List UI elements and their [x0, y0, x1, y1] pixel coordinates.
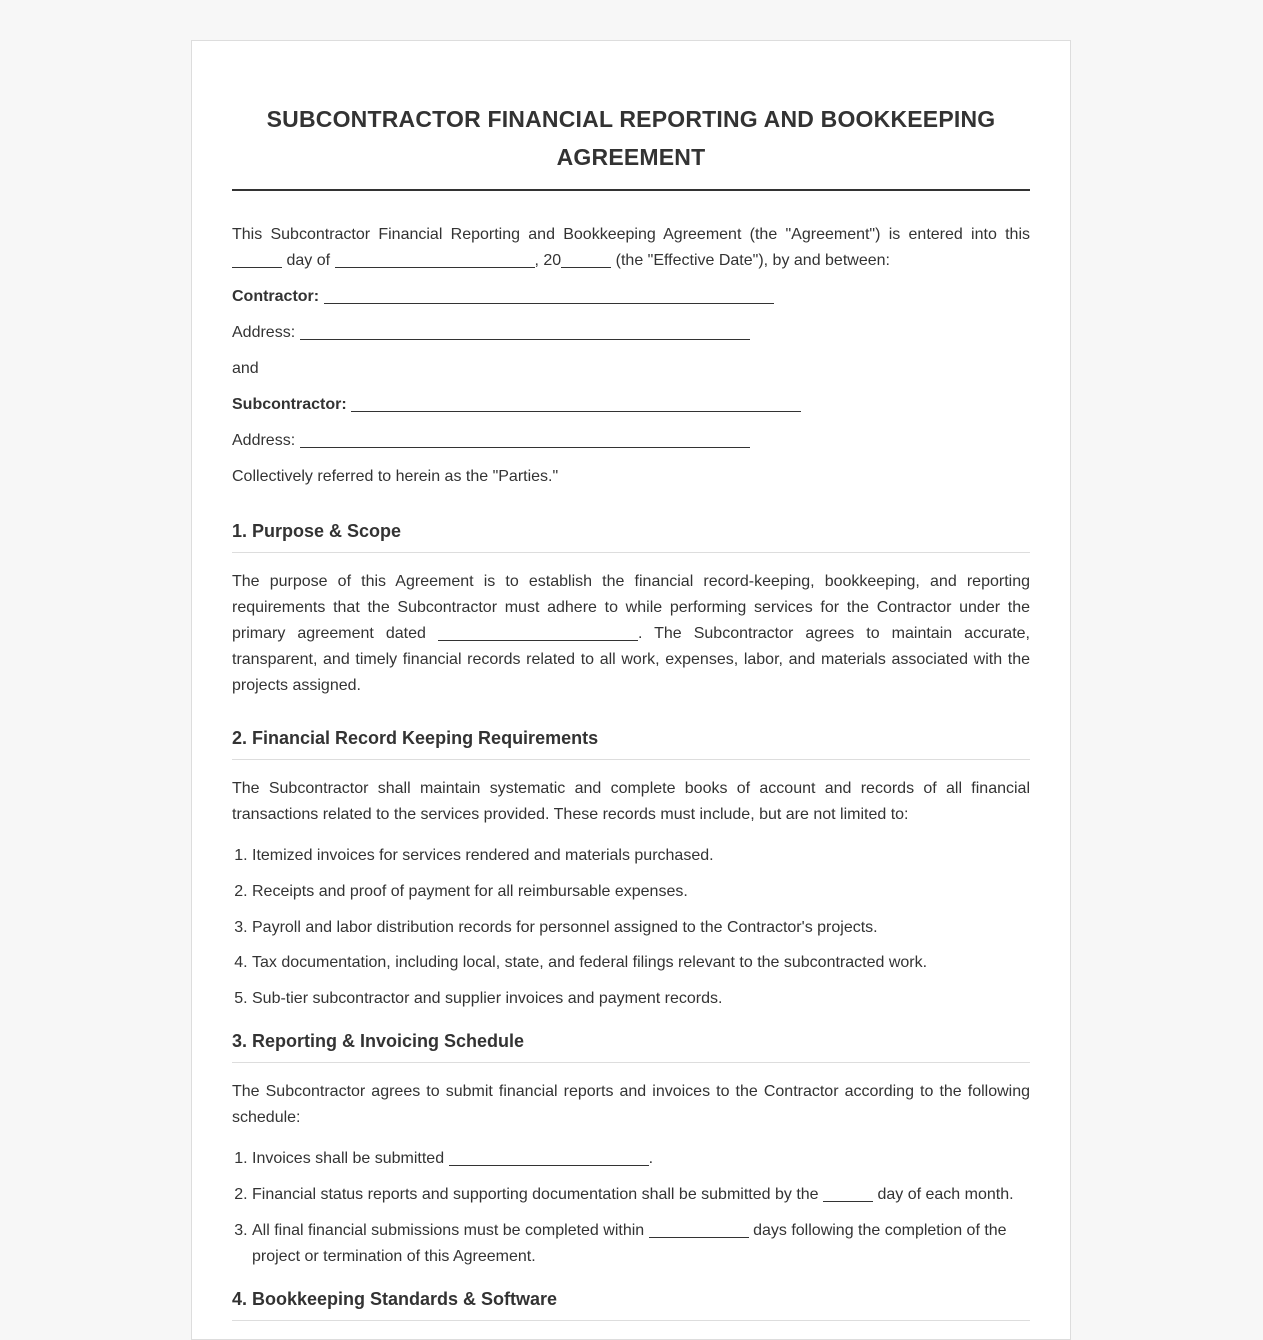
- section-4-heading: 4. Bookkeeping Standards & Software: [232, 1286, 1030, 1321]
- list-item: [252, 1182, 1030, 1208]
- section-2-body: The Subcontractor shall maintain systematic and complete books of account and records of all financial transactions related to the services provided. These records must include, but are not limited to:: [232, 780, 1030, 823]
- section-3-body: The Subcontractor agrees to submit financial reports and invoices to the Contractor according to the following schedule:: [232, 1083, 1030, 1127]
- section-2-list: [232, 843, 1030, 1012]
- contractor-address-line: [232, 320, 1030, 346]
- section-3-heading: 3. Reporting & Invoicing Schedule: [232, 1028, 1030, 1063]
- subcontractor-address-blank[interactable]: [300, 432, 750, 448]
- year-blank[interactable]: [561, 252, 611, 268]
- subcontractor-name-blank[interactable]: [351, 396, 801, 412]
- final-days-blank[interactable]: [649, 1222, 749, 1238]
- contractor-name-blank[interactable]: [324, 288, 774, 304]
- day-blank[interactable]: [232, 252, 282, 268]
- status-report-text: Financial status reports and supporting documentation shall be submitted by the: [252, 1185, 819, 1203]
- intro-text-2: day of: [286, 252, 331, 269]
- invoice-text: Invoices shall be submitted: [252, 1150, 445, 1168]
- list-item: 1. Itemized invoices for services rendered and materials purchased.: [252, 843, 1030, 869]
- month-blank[interactable]: [335, 252, 535, 268]
- list-item: 5. Sub-tier subcontractor and supplier invoices and payment records.: [252, 986, 1030, 1012]
- intro-text-3: , 20: [534, 252, 562, 269]
- list-item: [252, 1146, 1030, 1172]
- final-submission-text-2: days following the completion of the project or termination of this Agreement.: [252, 1221, 1007, 1265]
- subcontractor-label: Subcontractor:: [232, 396, 347, 413]
- primary-agreement-date-blank[interactable]: [438, 625, 638, 641]
- intro-text-4: (the "Effective Date"), by and between:: [615, 252, 890, 269]
- list-item: 2. Receipts and proof of payment for all reimbursable expenses.: [252, 879, 1030, 905]
- and-line: and: [232, 360, 259, 377]
- subcontractor-line: [232, 392, 1030, 418]
- section-1-text-2: . The Subcontractor agrees to maintain accurate, transparent, and timely financial records related to all work, expenses, labor, and materials associated with the projects assigned.: [232, 625, 1030, 694]
- document-page: [191, 40, 1071, 1340]
- contractor-label: Contractor:: [232, 288, 320, 305]
- section-2-heading: 2. Financial Record Keeping Requirements: [232, 725, 1030, 760]
- subcontractor-address-label: Address:: [232, 432, 296, 449]
- subcontractor-address-line: [232, 428, 1030, 454]
- contractor-address-label: Address:: [232, 324, 296, 341]
- collectively-line: Collectively referred to herein as the "Parties.": [232, 468, 559, 485]
- intro-paragraph: [232, 222, 1030, 274]
- list-item: 4. Tax documentation, including local, state, and federal filings relevant to the subcontracted work.: [252, 950, 1030, 976]
- list-item: [252, 1218, 1030, 1270]
- list-item: 3. Payroll and labor distribution records for personnel assigned to the Contractor's projects.: [252, 915, 1030, 941]
- contractor-line: [232, 284, 1030, 310]
- section-1-text-1: The purpose of this Agreement is to establish the financial record-keeping, bookkeeping, and reporting requirements that the Subcontractor must adhere to while performing services for the Contractor under the primary agreement dated: [232, 573, 1030, 642]
- section-3-list: [232, 1146, 1030, 1270]
- section-1-body: [232, 569, 1030, 699]
- contractor-address-blank[interactable]: [300, 324, 750, 340]
- intro-text-1: This Subcontractor Financial Reporting and Bookkeeping Agreement (the "Agreement") is entered into this: [232, 226, 1030, 243]
- title-divider: [232, 189, 1030, 191]
- invoice-period: .: [648, 1150, 654, 1168]
- document-title: SUBCONTRACTOR FINANCIAL REPORTING AND BOOKKEEPING AGREEMENT: [266, 106, 996, 170]
- final-submission-text: All final financial submissions must be completed within: [252, 1221, 645, 1239]
- status-report-text-2: day of each month.: [877, 1185, 1014, 1203]
- report-day-blank[interactable]: [823, 1186, 873, 1202]
- section-1-heading: 1. Purpose & Scope: [232, 518, 1030, 553]
- invoice-frequency-blank[interactable]: [449, 1150, 649, 1166]
